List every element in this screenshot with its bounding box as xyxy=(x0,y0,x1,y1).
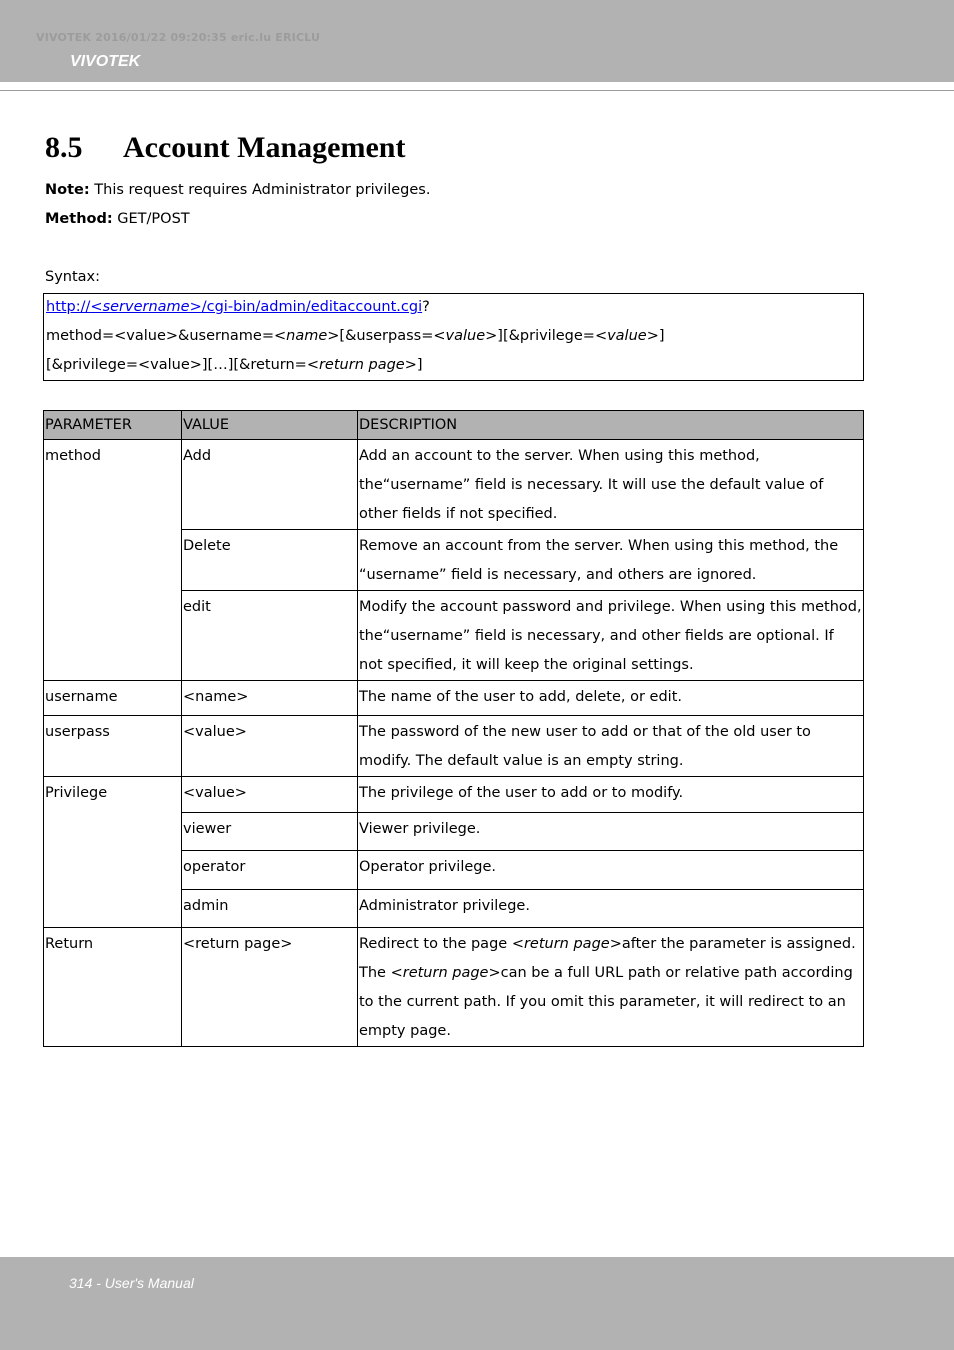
note-line xyxy=(45,182,430,198)
param-cell-username: username xyxy=(44,681,182,716)
method-text: GET/POST xyxy=(112,211,190,227)
table-row xyxy=(44,716,864,777)
header-band xyxy=(0,0,954,82)
value-cell: edit xyxy=(182,591,358,681)
table-row xyxy=(44,440,864,530)
note-label: Note: xyxy=(45,182,90,198)
footer-page-label: 314 - User's Manual xyxy=(69,1275,194,1291)
value-cell: <value> xyxy=(182,716,358,777)
cgi-url-link[interactable]: http://<servername>/cgi-bin/admin/editaccount.cgi xyxy=(46,299,423,315)
param-cell-return: Return xyxy=(44,928,182,1047)
table-row xyxy=(44,928,864,1047)
description-cell: Add an account to the server. When using this method, the“username” field is necessary. It will use the default value of other fields if not specified. xyxy=(358,440,864,530)
value-cell: operator xyxy=(182,851,358,890)
section-title xyxy=(45,131,405,165)
table-row xyxy=(44,681,864,716)
brand-logo-text: VIVOTEK xyxy=(70,53,141,70)
method-label: Method: xyxy=(45,211,113,227)
syntax-params-line-2: [&privilege=<value>][…][&return=<return page>] xyxy=(46,357,423,373)
header-description: DESCRIPTION xyxy=(358,411,864,440)
description-cell: Viewer privilege. xyxy=(358,813,864,851)
value-cell: Delete xyxy=(182,530,358,591)
section-number: 8.5 xyxy=(45,131,83,164)
syntax-url-line: http://<servername>/cgi-bin/admin/editaccount.cgi? xyxy=(46,299,430,315)
value-cell: <name> xyxy=(182,681,358,716)
value-cell: admin xyxy=(182,890,358,928)
value-cell: viewer xyxy=(182,813,358,851)
syntax-box xyxy=(43,293,864,381)
note-text: This request requires Administrator privileges. xyxy=(89,182,431,198)
table-header-row xyxy=(44,411,864,440)
footer-band xyxy=(0,1257,954,1350)
parameter-table xyxy=(43,410,864,1047)
description-cell: The privilege of the user to add or to modify. xyxy=(358,777,864,813)
description-cell: Operator privilege. xyxy=(358,851,864,890)
param-cell-privilege: Privilege xyxy=(44,777,182,928)
value-cell: <return page> xyxy=(182,928,358,1047)
header-rule xyxy=(0,90,954,91)
description-cell: Remove an account from the server. When using this method, the “username” field is necessary, and others are ignored. xyxy=(358,530,864,591)
description-cell: Redirect to the page <return page>after the parameter is assigned. The <return page>can be a full URL path or relative path according to the current path. If you omit this parameter, it will redirect to an empty page. xyxy=(358,928,864,1047)
description-cell: Modify the account password and privilege. When using this method, the“username” field is necessary, and other fields are optional. If not specified, it will keep the original settings. xyxy=(358,591,864,681)
description-cell: Administrator privilege. xyxy=(358,890,864,928)
syntax-label: Syntax: xyxy=(45,269,101,285)
description-cell: The password of the new user to add or that of the old user to modify. The default value is an empty string. xyxy=(358,716,864,777)
table-row xyxy=(44,777,864,813)
method-line xyxy=(45,211,190,227)
value-cell: Add xyxy=(182,440,358,530)
syntax-params-line: method=<value>&username=<name>[&userpass=<value>][&privilege=<value>] xyxy=(46,328,665,344)
param-cell-method: method xyxy=(44,440,182,681)
header-value: VALUE xyxy=(182,411,358,440)
description-cell: The name of the user to add, delete, or edit. xyxy=(358,681,864,716)
param-cell-userpass: userpass xyxy=(44,716,182,777)
value-cell: <value> xyxy=(182,777,358,813)
watermark-text: VIVOTEK 2016/01/22 09:20:35 eric.lu ERICLU xyxy=(36,31,321,44)
header-parameter: PARAMETER xyxy=(44,411,182,440)
section-title-text: Account Management xyxy=(123,131,406,164)
